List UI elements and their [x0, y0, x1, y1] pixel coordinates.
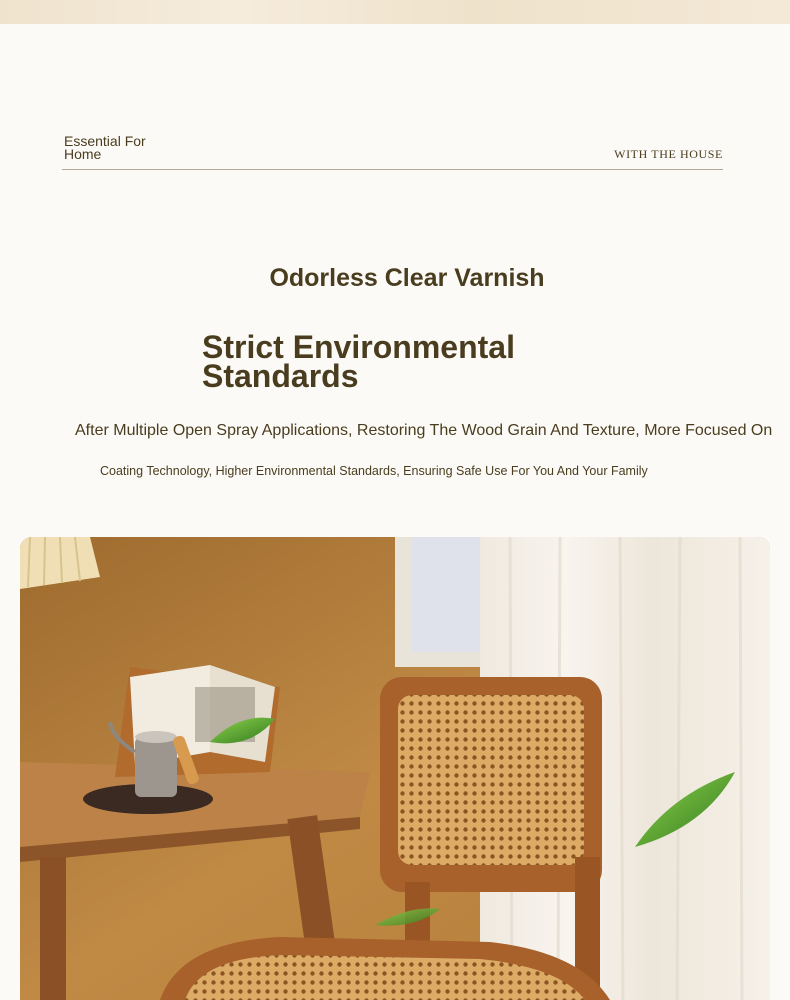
feature-description-line-2: Coating Technology, Higher Environmental Standards, Ensuring Safe Use For You And Your Family [100, 464, 648, 478]
section-header [62, 134, 723, 170]
header-divider [62, 169, 723, 170]
feature-title: Odorless Clear Varnish [269, 264, 545, 292]
section-header-left-label: Essential For Home [64, 133, 146, 162]
top-banner-strip [0, 0, 790, 24]
feature-subtitle: Strict Environmental Standards [202, 329, 515, 394]
product-photo [20, 537, 770, 1000]
section-header-right-label: WITH THE HOUSE [614, 147, 723, 161]
feature-description-line-1: After Multiple Open Spray Applications, Restoring The Wood Grain And Texture, More Focused On [75, 422, 773, 439]
